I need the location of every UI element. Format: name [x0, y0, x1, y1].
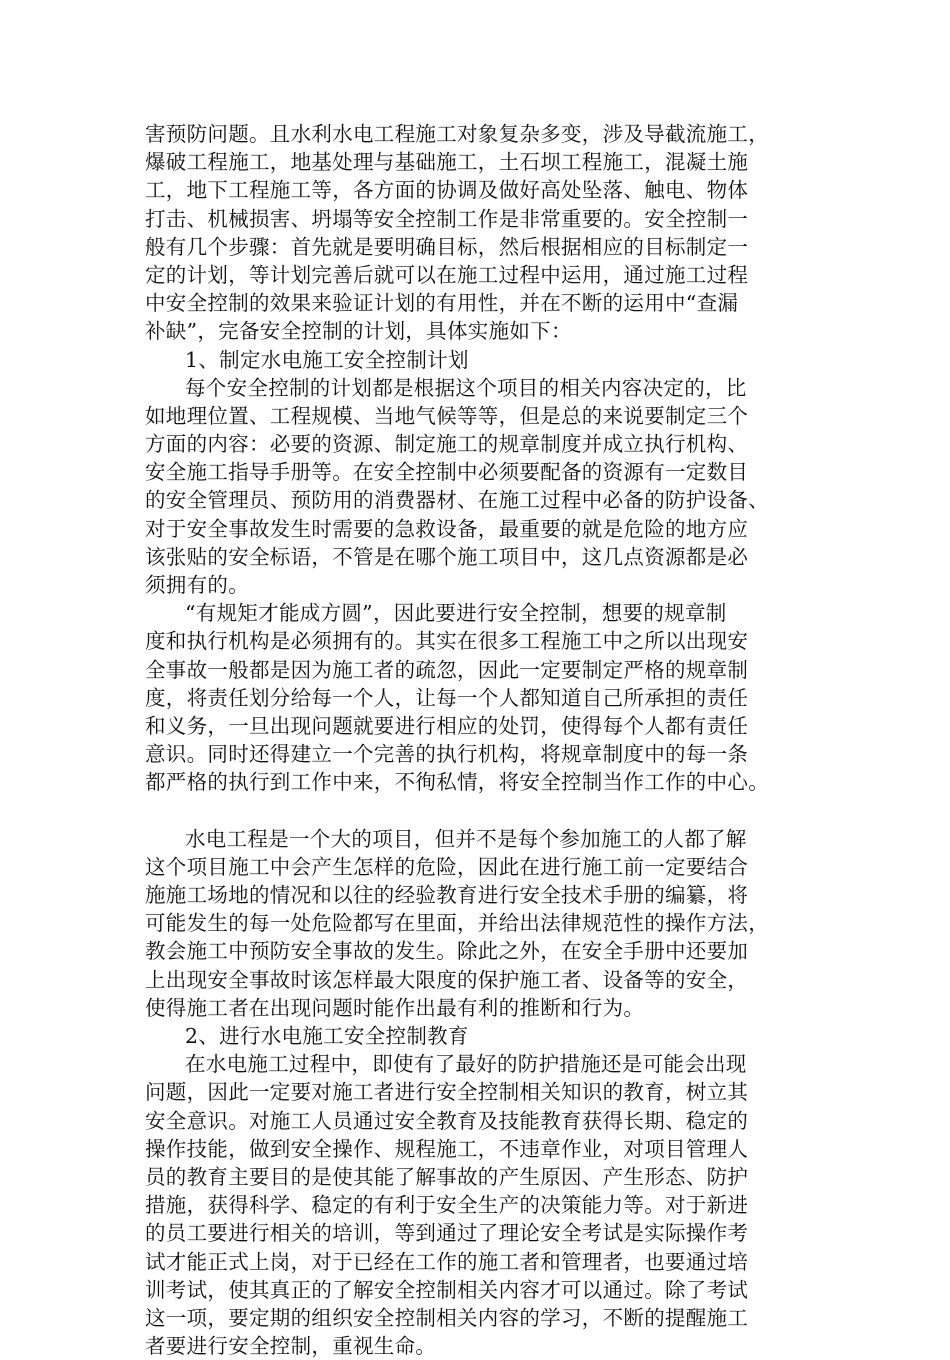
paragraph-education — [145, 1050, 815, 1360]
text-line: 中安全控制的效果来验证计划的有用性，并在不断的运用中“查漏 — [145, 291, 739, 316]
text-line: 可能发生的每一处危险都写在里面，并给出法律规范性的操作方法， — [145, 911, 769, 936]
text-line: 这一项，要定期的组织安全控制相关内容的学习，不断的提醒施工 — [145, 1305, 749, 1330]
text-line: 补缺”，完备安全控制的计划，具体实施如下： — [145, 319, 572, 344]
text-line: 者要进行安全控制，重视生命。 — [145, 1334, 437, 1359]
text-line: 全事故一般都是因为施工者的疏忽，因此一定要制定严格的规章制 — [145, 657, 749, 682]
text-line: 使得施工者在出现问题时能作出最有利的推断和行为。 — [145, 995, 645, 1020]
paragraph-rules — [145, 599, 815, 796]
section-heading-1: 1、制定水电施工安全控制计划 — [185, 347, 469, 372]
text-line: 措施，获得科学、稳定的有利于安全生产的决策能力等。对于新进 — [145, 1193, 749, 1218]
text-line: 定的计划，等计划完善后就可以在施工过程中运用，通过施工过程 — [145, 262, 749, 287]
text-line: 度，将责任划分给每一个人，让每一个人都知道自己所承担的责任 — [145, 685, 749, 710]
paragraph-resources — [145, 374, 815, 600]
text-line: 的安全管理员、预防用的消费器材、在施工过程中必备的防护设备、 — [145, 488, 769, 513]
text-line: 如地理位置、工程规模、当地气候等等，但是总的来说要制定三个 — [145, 403, 749, 428]
text-line: 该张贴的安全标语，不管是在哪个施工项目中，这几点资源都是必 — [145, 544, 749, 569]
text-line: 都严格的执行到工作中来，不徇私情，将安全控制当作工作的中心。 — [145, 770, 769, 795]
text-line: “有规矩才能成方圆”，因此要进行安全控制，想要的规章制 — [185, 601, 727, 626]
text-line: 水电工程是一个大的项目，但并不是每个参加施工的人都了解 — [185, 826, 747, 851]
text-line: 爆破工程施工，地基处理与基础施工，土石坝工程施工，混凝土施 — [145, 150, 749, 175]
text-line: 的员工要进行相关的培训，等到通过了理论安全考试是实际操作考 — [145, 1221, 749, 1246]
text-line: 方面的内容：必要的资源、制定施工的规章制度并成立执行机构、 — [145, 432, 749, 457]
text-line: 上出现安全事故时该怎样最大限度的保护施工者、设备等的安全， — [145, 967, 749, 992]
text-line: 施施工场地的情况和以往的经验教育进行安全技术手册的编纂，将 — [145, 883, 749, 908]
text-line: 试才能正式上岗，对于已经在工作的施工者和管理者，也要通过培 — [145, 1249, 749, 1274]
text-line: 害预防问题。且水利水电工程施工对象复杂多变，涉及导截流施工， — [145, 122, 769, 146]
text-line: 和义务，一旦出现问题就要进行相应的处罚，使得每个人都有责任 — [145, 713, 749, 738]
text-line: 每个安全控制的计划都是根据这个项目的相关内容决定的，比 — [185, 375, 747, 400]
text-line: 须拥有的。 — [145, 573, 249, 597]
text-line: 工，地下工程施工等，各方面的协调及做好高处坠落、触电、物体 — [145, 178, 749, 203]
text-line: 在水电施工过程中，即使有了最好的防护措施还是可能会出现 — [185, 1052, 747, 1077]
text-line: 这个项目施工中会产生怎样的危险，因此在进行施工前一定要结合 — [145, 854, 749, 879]
text-line: 问题，因此一定要对施工者进行安全控制相关知识的教育，树立其 — [145, 1080, 749, 1105]
paragraph-manual — [145, 825, 815, 1022]
text-line: 般有几个步骤：首先就是要明确目标，然后根据相应的目标制定一 — [145, 234, 749, 259]
text-line: 打击、机械损害、坍塌等安全控制工作是非常重要的。安全控制一 — [145, 206, 749, 231]
text-line: 度和执行机构是必须拥有的。其实在很多工程施工中之所以出现安 — [145, 629, 749, 654]
text-line: 对于安全事故发生时需要的急救设备，最重要的就是危险的地方应 — [145, 516, 749, 541]
intro-paragraph — [145, 120, 815, 346]
text-line: 教会施工中预防安全事故的发生。除此之外，在安全手册中还要加 — [145, 939, 749, 964]
text-line: 操作技能，做到安全操作、规程施工，不违章作业，对项目管理人 — [145, 1136, 749, 1161]
text-line: 训考试，使其真正的了解安全控制相关内容才可以通过。除了考试 — [145, 1277, 749, 1302]
text-line: 意识。同时还得建立一个完善的执行机构，将规章制度中的每一条 — [145, 742, 749, 767]
document-body — [145, 120, 815, 1360]
section-heading-2: 2、进行水电施工安全控制教育 — [185, 1024, 469, 1048]
text-line: 安全意识。对施工人员通过安全教育及技能教育获得长期、稳定的 — [145, 1108, 749, 1133]
text-line: 安全施工指导手册等。在安全控制中必须要配备的资源有一定数目 — [145, 460, 749, 485]
text-line: 员的教育主要目的是使其能了解事故的产生原因、产生形态、防护 — [145, 1164, 749, 1189]
blank-line — [145, 797, 815, 825]
